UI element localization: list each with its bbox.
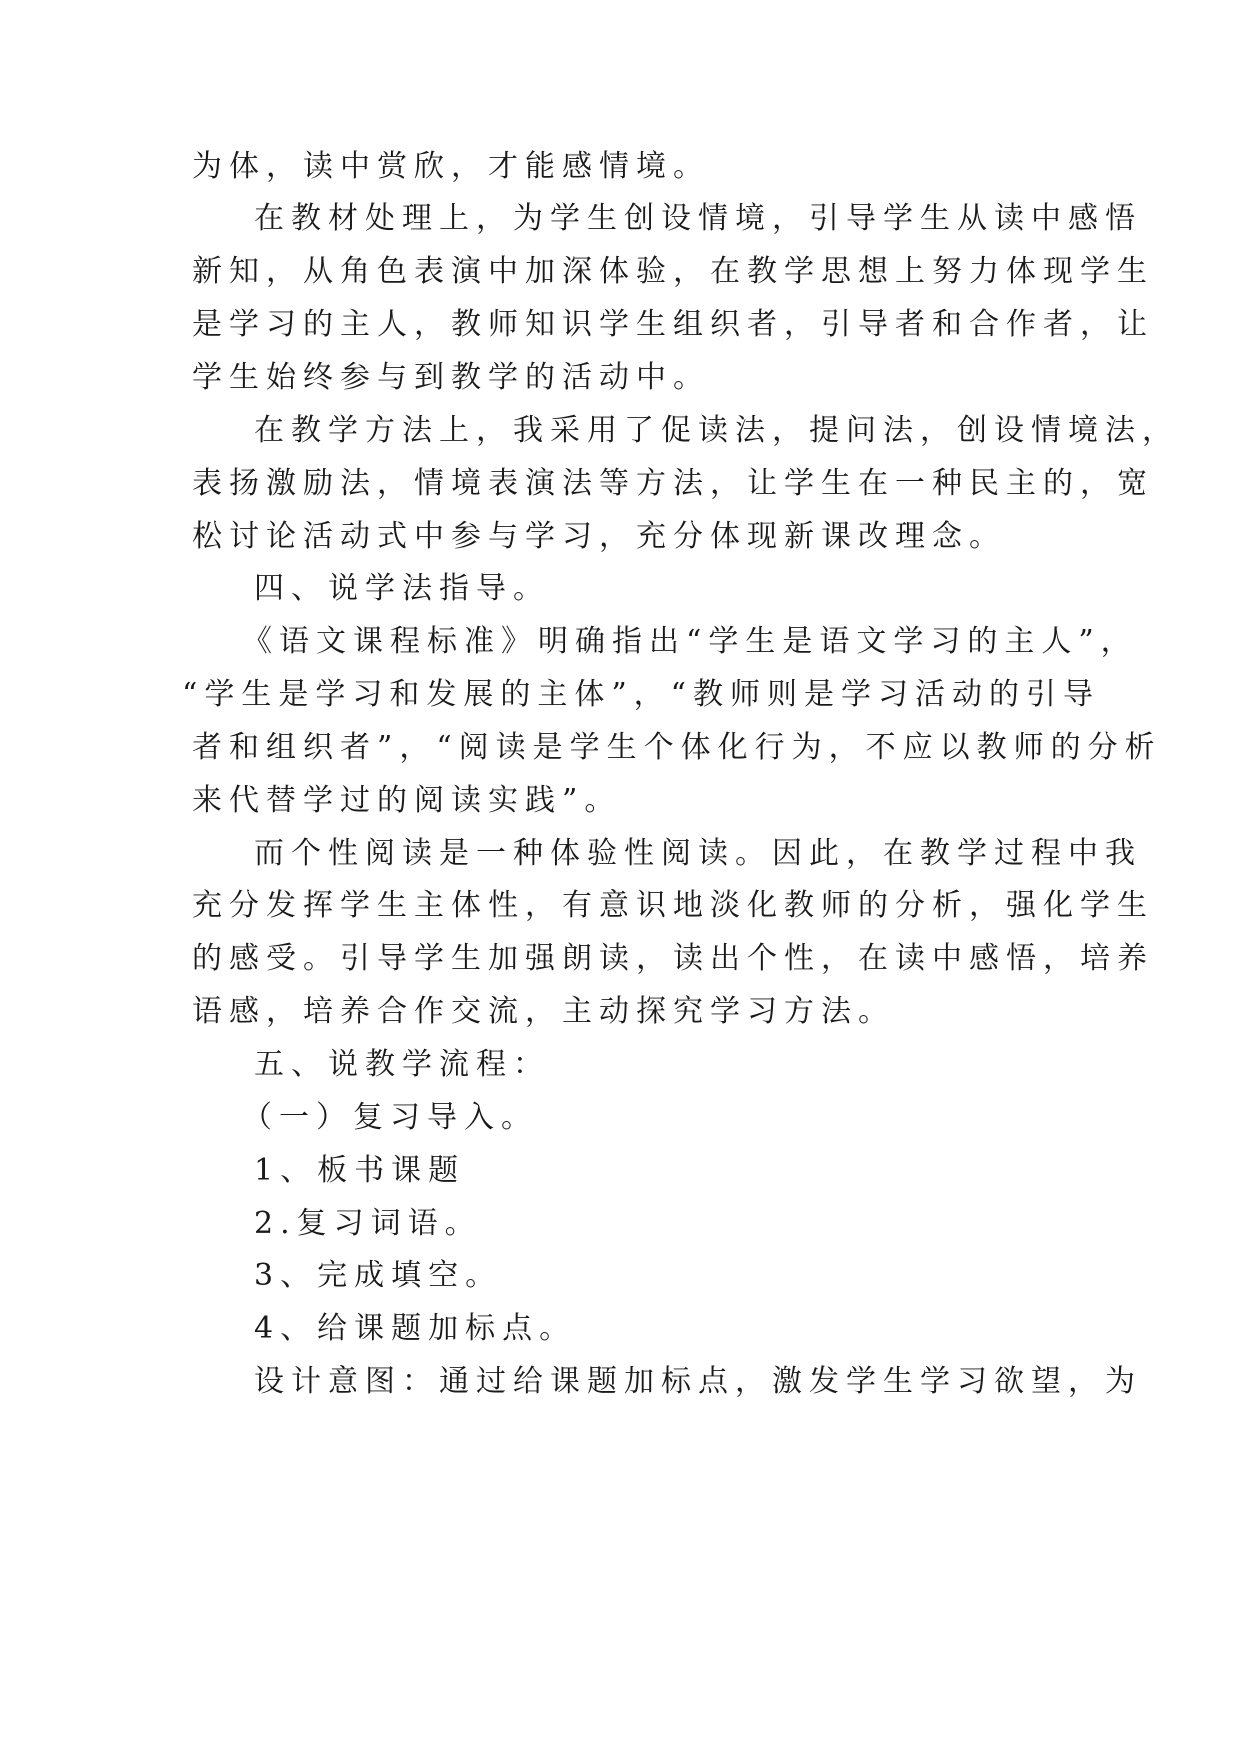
subsection-heading: （一）复习导入。 — [242, 1100, 538, 1135]
paragraph-line: 《语文课程标准》明确指出“学生是语文学习的主人”， — [242, 624, 1138, 659]
paragraph-line: 表扬激励法，情境表演法等方法，让学生在一种民主的，宽 — [192, 466, 1154, 501]
paragraph-line: 在教学方法上，我采用了促读法，提问法，创设情境法， — [254, 413, 1179, 448]
paragraph-line: 是学习的主人，教师知识学生组织者，引导者和合作者，让 — [192, 307, 1154, 342]
list-item: 4、给课题加标点。 — [254, 1311, 577, 1346]
paragraph-line: 在教材处理上，为学生创设情境，引导学生从读中感悟 — [254, 201, 1142, 236]
paragraph-line: 语感，培养合作交流，主动探究学习方法。 — [192, 994, 895, 1029]
paragraph-line: 设计意图：通过给课题加标点，激发学生学习欲望，为 — [254, 1364, 1142, 1399]
paragraph-line: 的感受。引导学生加强朗读，读出个性，在读中感悟，培养 — [192, 941, 1154, 976]
list-item: 2.复习词语。 — [254, 1206, 482, 1241]
paragraph-line: 充分发挥学生主体性，有意识地淡化教师的分析，强化学生 — [192, 888, 1154, 923]
section-heading: 五、说教学流程： — [254, 1047, 550, 1082]
paragraph-line: 学生始终参与到教学的活动中。 — [192, 360, 710, 395]
paragraph-line: 来代替学过的阅读实践”。 — [192, 783, 622, 818]
paragraph-line: 为体，读中赏欣，才能感情境。 — [192, 149, 710, 184]
paragraph-line: 新知，从角色表演中加深体验，在教学思想上努力体现学生 — [192, 254, 1154, 289]
list-item: 1、板书课题 — [254, 1153, 466, 1188]
section-heading: 四、说学法指导。 — [254, 571, 550, 606]
paragraph-line: 松讨论活动式中参与学习，充分体现新课改理念。 — [192, 519, 1006, 554]
paragraph-line: 而个性阅读是一种体验性阅读。因此，在教学过程中我 — [254, 836, 1142, 871]
paragraph-line: “学生是学习和发展的主体”，“教师则是学习活动的引导 — [182, 677, 1101, 712]
list-item: 3、完成填空。 — [254, 1258, 503, 1293]
paragraph-line: 者和组织者”，“阅读是学生个体化行为，不应以教师的分析 — [192, 730, 1162, 765]
